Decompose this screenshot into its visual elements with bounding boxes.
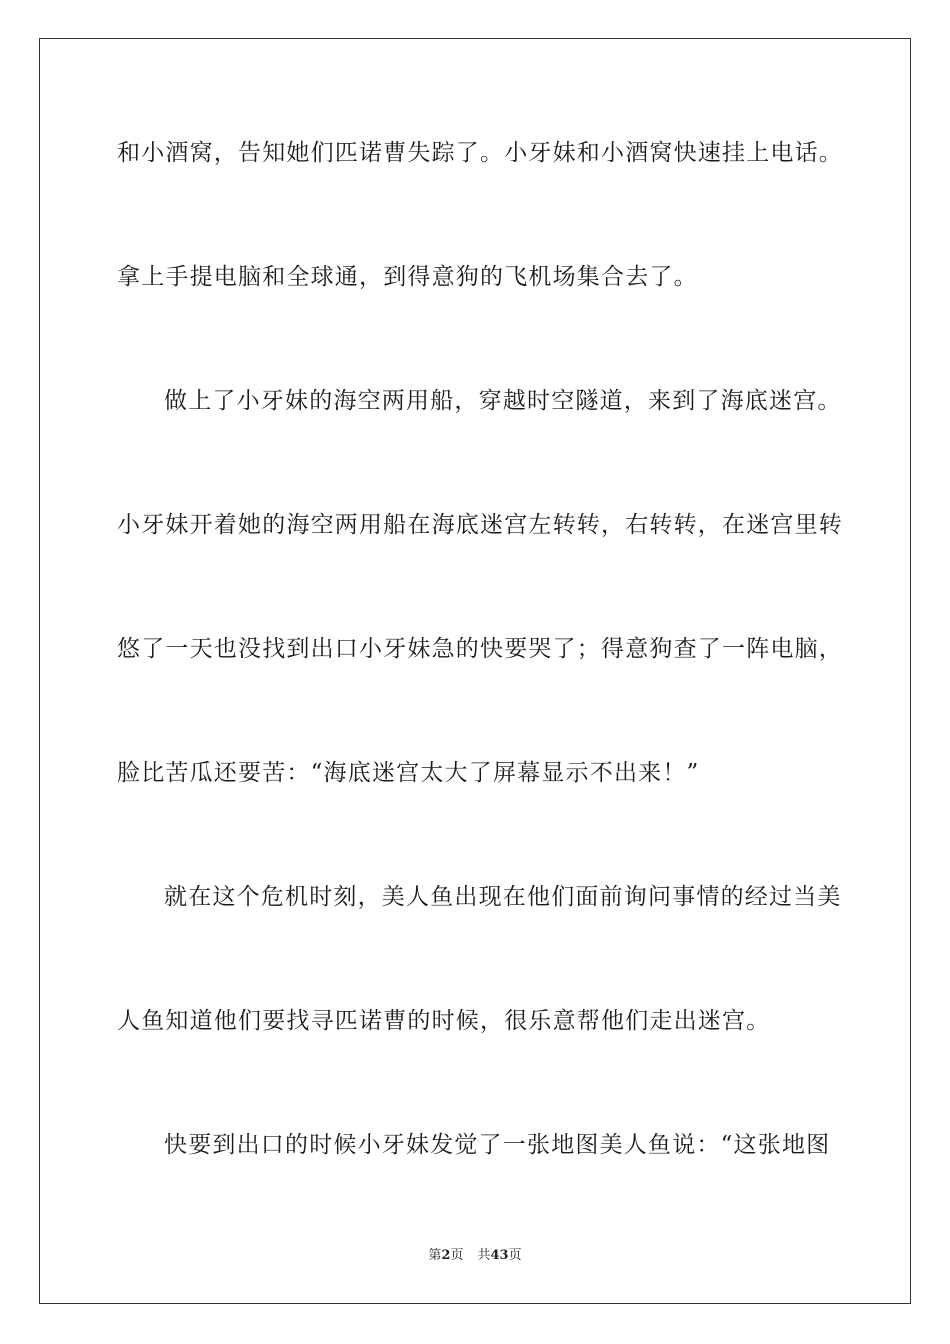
text-line: 和小酒窝，告知她们匹诺曹失踪了。小牙妹和小酒窝快速挂上电话。: [117, 140, 843, 166]
text-line: 就在这个危机时刻，美人鱼出现在他们面前询问事情的经过当美: [164, 884, 842, 910]
text-line: 人鱼知道他们要找寻匹诺曹的时候，很乐意帮他们走出迷宫。: [117, 1008, 771, 1034]
page-footer: [0, 1247, 950, 1265]
text-line: 悠了一天也没找到出口小牙妹急的快要哭了；得意狗查了一阵电脑，: [117, 636, 843, 662]
total-suffix: 页: [508, 1248, 522, 1263]
text-line: 快要到出口的时候小牙妹发觉了一张地图美人鱼说：“这张地图: [164, 1132, 831, 1158]
total-prefix: 共: [477, 1248, 491, 1263]
page-border: [39, 38, 911, 1304]
text-line: 拿上手提电脑和全球通，到得意狗的飞机场集合去了。: [117, 264, 698, 290]
text-line: 小牙妹开着她的海空两用船在海底迷宫左转转，右转转，在迷宫里转: [117, 512, 843, 538]
page-prefix: 第: [428, 1248, 442, 1263]
page-number: 2: [441, 1248, 451, 1263]
text-line: 脸比苦瓜还要苦：“海底迷宫太大了屏幕显示不出来！”: [117, 760, 700, 786]
total-pages: 43: [490, 1248, 509, 1263]
page-suffix: 页: [450, 1248, 464, 1263]
text-line: 做上了小牙妹的海空两用船，穿越时空隧道，来到了海底迷宫。: [164, 388, 842, 414]
